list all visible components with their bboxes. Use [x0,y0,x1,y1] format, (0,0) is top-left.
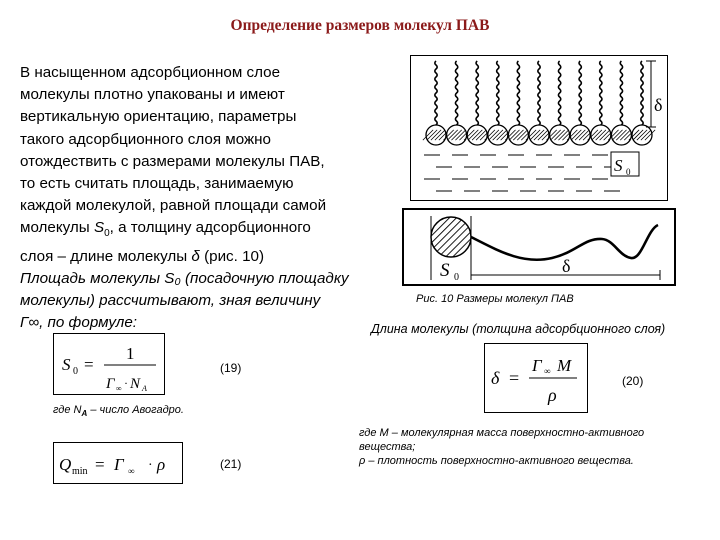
s0-label-sub: 0 [626,167,631,177]
note-avogadro [53,403,184,421]
f20-den-rho: ρ [548,385,557,405]
formula-20-svg [485,344,587,412]
f20-eq: = [509,368,520,388]
formula-19-svg [54,334,164,394]
f21-dot: · [148,458,153,473]
figure-single-molecule [402,208,676,286]
main-paragraph [20,62,380,334]
f21-lhs: Q [59,455,72,474]
formula-20 [484,343,588,413]
paragraph-line: такого адсорбционного слоя можно [20,130,271,148]
formula-21-svg [54,443,182,483]
f20-num-m: M [557,356,572,375]
f21-rho: ρ [157,455,166,474]
paragraph-line: то есть считать площадь, занимаемую [20,175,294,193]
formula-21 [53,442,183,484]
symbol-s0: S [93,219,105,237]
f21-gamma: Г [114,455,124,474]
f20-num-gamma: Г [532,356,542,375]
text-sub: A [81,409,88,419]
formula-19 [53,333,165,395]
paragraph-line: каждой молекулой, равной площади самой [20,197,327,215]
formula-20-number: (20) [622,374,644,388]
text-fragment: молекулы [20,219,94,237]
molecule-heads [421,125,657,145]
note-line: вещества; [359,441,416,453]
paragraph-line [20,217,380,245]
formula-21-number: (21) [220,457,242,471]
f19-lhs: S [62,355,71,374]
text-fragment: слоя – длине молекулы [20,247,192,265]
f19-den-gamma: Г [106,376,115,392]
text-fragment: – число Авогадро. [87,404,184,416]
f19-den-a: A [142,384,147,393]
paragraph-line: молекулы) рассчитывают, зная величину [20,292,321,310]
f19-den-inf: ∞ [116,384,122,393]
paragraph-line: молекулы плотно упакованы и имеют [20,86,285,104]
paragraph-line: вертикальную ориентацию, параметры [20,108,297,126]
note-molar-mass [359,426,699,468]
note-line: где M – молекулярная масса поверхностно-активного [359,427,645,439]
f21-lhs-sub: min [72,466,88,477]
f21-eq: = [95,455,105,474]
f20-lhs: δ [491,368,500,388]
symbol-delta: δ [191,247,200,265]
s0-label: S [440,260,450,281]
length-caption: Длина молекулы (толщина адсорбционного слоя) [371,322,666,336]
page-title: Определение размеров молекул ПАВ [230,17,490,34]
molecule-head-large [431,217,471,257]
f19-numerator: 1 [126,344,135,363]
paragraph-line [20,246,380,268]
f20-num-inf: ∞ [544,366,551,376]
text-fragment: , а толщину адсорбционного [109,219,311,237]
symbol-sub: 0 [104,228,110,240]
f19-eq: = [84,355,94,374]
f19-lhs-sub: 0 [73,366,78,377]
f21-inf: ∞ [128,466,135,476]
paragraph-line: Площадь молекулы S₀ (посадочную площадку [20,269,349,287]
paragraph-line: отождествить с размерами молекулы ПАВ, [20,152,325,170]
text-fragment: (рис. 10) [199,247,265,265]
formula-19-number: (19) [220,361,242,375]
s0-label: S [614,156,623,175]
paragraph-line: В насыщенном адсорбционном слое [20,64,281,81]
figure-adsorption-layer [410,55,668,201]
f19-den-n: N [130,376,141,392]
text-fragment: где N [53,404,82,416]
delta-label: δ [654,95,663,115]
s0-label-sub: 0 [454,272,459,283]
paragraph-line: Г∞, по формуле: [20,314,138,332]
figure-caption: Рис. 10 Размеры молекул ПАВ [416,293,574,305]
note-line: ρ – плотность поверхностно-активного вещества. [359,455,634,467]
delta-label: δ [562,256,571,276]
f19-den-dot: · [124,376,128,390]
